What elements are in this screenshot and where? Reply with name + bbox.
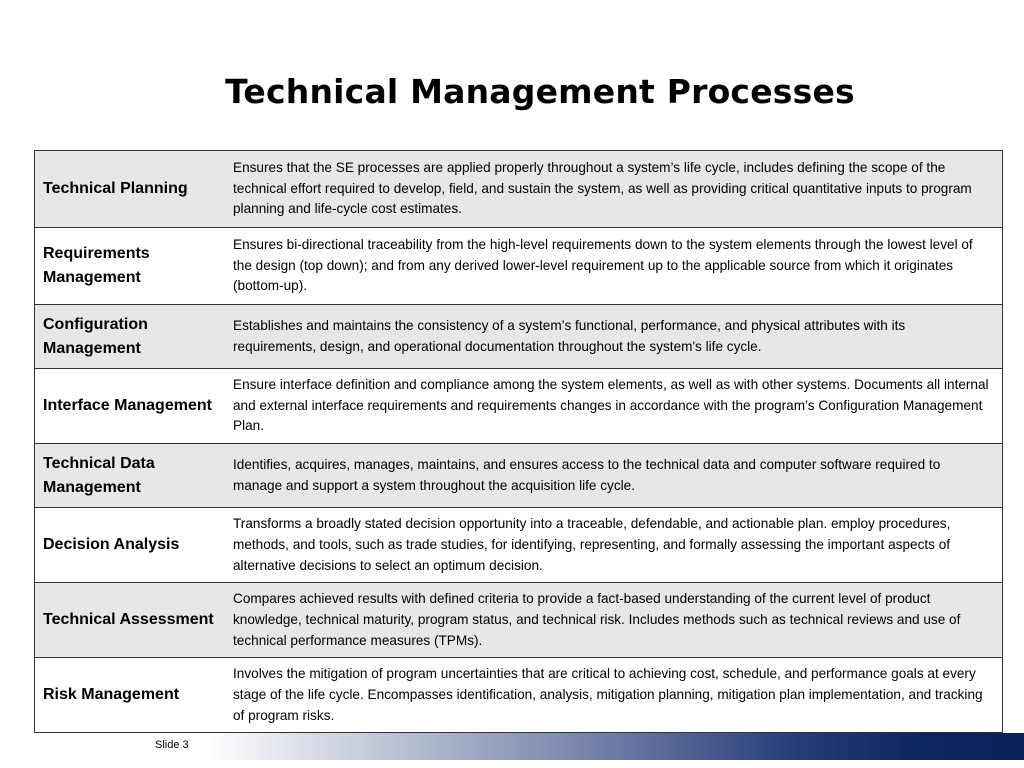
table-row <box>35 305 1003 369</box>
table-row <box>35 369 1003 444</box>
process-description: Ensures bi-directional traceability from the high-level requirements down to the system elements through the lowest level of the design (top down); and from any derived lower-level requirement up to the applicable source from which it originates (bottom-up). <box>223 228 1003 305</box>
process-description: Ensure interface definition and compliance among the system elements, as well as with other systems. Documents all internal and external interface requirements and requirements changes in accordance with the program’s Configuration Management Plan. <box>223 369 1003 444</box>
process-description: Ensures that the SE processes are applied properly throughout a system’s life cycle, includes defining the scope of the technical effort required to develop, field, and sustain the system, as well as providing critical quantitative inputs to program planning and life-cycle cost estimates. <box>223 151 1003 228</box>
table-row <box>35 583 1003 658</box>
table-row <box>35 444 1003 508</box>
table-row <box>35 228 1003 305</box>
table-row <box>35 151 1003 228</box>
process-description: Compares achieved results with defined criteria to provide a fact-based understanding of the current level of product knowledge, technical maturity, program status, and technical risk. Includes methods such as technical reviews and use of technical performance measures (TPMs). <box>223 583 1003 658</box>
process-name: Decision Analysis <box>35 508 224 583</box>
process-name: Requirements Management <box>35 228 224 305</box>
process-description: Identifies, acquires, manages, maintains, and ensures access to the technical data and computer software required to manage and support a system throughout the acquisition life cycle. <box>223 444 1003 508</box>
footer-gradient-band <box>206 733 1024 760</box>
process-name: Interface Management <box>35 369 224 444</box>
process-description: Transforms a broadly stated decision opportunity into a traceable, defendable, and actionable plan. employ procedures, methods, and tools, such as trade studies, for identifying, representing, and formally assessing the important aspects of alternative decisions to select an optimum decision. <box>223 508 1003 583</box>
process-description: Establishes and maintains the consistency of a system’s functional, performance, and physical attributes with its requirements, design, and operational documentation throughout the system's life cycle. <box>223 305 1003 369</box>
table-row <box>35 508 1003 583</box>
process-name: Technical Data Management <box>35 444 224 508</box>
process-name: Technical Assessment <box>35 583 224 658</box>
table-row <box>35 658 1003 733</box>
process-table <box>34 150 1003 733</box>
process-name: Technical Planning <box>35 151 224 228</box>
process-description: Involves the mitigation of program uncertainties that are critical to achieving cost, schedule, and performance goals at every stage of the life cycle. Encompasses identification, analysis, mitigation planning, mitigation plan implementation, and tracking of program risks. <box>223 658 1003 733</box>
process-name: Risk Management <box>35 658 224 733</box>
slide-number: Slide 3 <box>155 739 189 751</box>
process-name: Configuration Management <box>35 305 224 369</box>
slide-title: Technical Management Processes <box>225 72 855 111</box>
